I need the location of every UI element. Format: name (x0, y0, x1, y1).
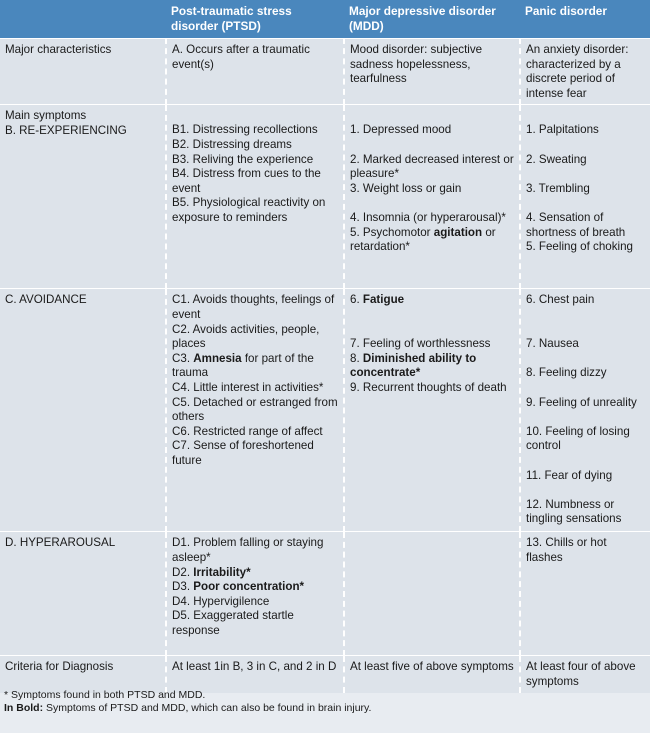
list-item: 2. Sweating (526, 152, 587, 166)
list-item: 6. Fatigue (350, 293, 405, 307)
list-item: C6. Restricted range of affect (172, 424, 323, 438)
cell-ptsd-reexperiencing (166, 105, 344, 289)
list-item: 3. Weight loss or gain (350, 181, 462, 195)
list-item: 5. Psychomotor agitation or retardation* (350, 225, 496, 254)
list-item: C7. Sense of foreshortened future (172, 439, 314, 467)
table-row (0, 39, 650, 105)
list-item: D3. Poor concentration* (172, 580, 305, 594)
list-item: D1. Problem falling or staying asleep* (172, 536, 324, 564)
section-label-avoidance: C. AVOIDANCE (0, 289, 166, 532)
list-item: 8. Diminished ability to concentrate* (350, 351, 477, 380)
cell-mdd-characteristics: Mood disorder: subjective sadness hopelessness, tearfulness (344, 39, 520, 105)
main-symptoms-label: Main symptoms (5, 109, 87, 123)
list-item: 5. Feeling of choking (526, 240, 633, 254)
header-panic: Panic disorder (520, 0, 650, 39)
list-item: 4. Sensation of shortness of breath (526, 210, 626, 239)
row-label-reexperiencing (0, 105, 166, 289)
cell-ptsd-criteria: At least 1in B, 3 in C, and 2 in D (166, 656, 344, 693)
row-label-criteria: Criteria for Diagnosis (0, 656, 166, 693)
list-item: 11. Fear of dying (526, 468, 613, 482)
list-item: B5. Physiological reactivity on exposure to reminders (172, 196, 326, 224)
footnote-bold: In Bold: Symptoms of PTSD and MDD, which can also be found in brain injury. (4, 702, 372, 714)
table-row (0, 289, 650, 532)
table-row (0, 532, 650, 656)
list-item: B4. Distress from cues to the event (172, 167, 321, 195)
cell-ptsd-characteristics: A. Occurs after a traumatic event(s) (166, 39, 344, 105)
list-item: C3. Amnesia for part of the trauma (172, 351, 314, 380)
list-item: 8. Feeling dizzy (526, 366, 607, 380)
cell-panic-criteria: At least four of above symptoms (520, 656, 650, 693)
list-item: 2. Marked decreased interest or pleasure* (350, 152, 514, 181)
list-item: D5. Exaggerated startle response (172, 609, 294, 637)
header-mdd: Major depressive disorder (MDD) (344, 0, 520, 39)
list-item: 3. Trembling (526, 181, 590, 195)
cell-mdd-hyperarousal (344, 532, 520, 656)
list-item: D2. Irritability* (172, 565, 251, 579)
list-item: C5. Detached or estranged from others (172, 395, 338, 424)
section-label-reexperiencing: B. RE-EXPERIENCING (5, 123, 127, 137)
table-row (0, 105, 650, 289)
footnote-asterisk: * Symptoms found in both PTSD and MDD. (4, 689, 206, 701)
list-item: B1. Distressing recollections (172, 123, 318, 137)
header-row (0, 0, 650, 39)
list-item: 6. Chest pain (526, 293, 595, 307)
row-label-characteristics: Major characteristics (0, 39, 166, 105)
list-item: B3. Reliving the experience (172, 152, 314, 166)
list-item: 9. Feeling of unreality (526, 395, 637, 409)
list-item: 4. Insomnia (or hyperarousal)* (350, 210, 506, 224)
list-item: D4. Hypervigilence (172, 594, 270, 608)
header-ptsd: Post-traumatic stress disorder (PTSD) (166, 0, 344, 39)
table-footnotes (4, 689, 371, 715)
header-empty-cell (0, 0, 166, 39)
list-item: C4. Little interest in activities* (172, 380, 324, 394)
cell-panic-hyperarousal: 13. Chills or hot flashes (520, 532, 650, 656)
list-item: 9. Recurrent thoughts of death (350, 380, 507, 394)
list-item: 7. Feeling of worthlessness (350, 337, 491, 351)
list-item: 12. Numbness or tingling sensations (526, 497, 622, 526)
list-item: 1. Depressed mood (350, 123, 452, 137)
list-item: B2. Distressing dreams (172, 137, 292, 151)
cell-mdd-avoidance (344, 289, 520, 532)
list-item: C2. Avoids activities, people, places (172, 322, 320, 351)
list-item: C1. Avoids thoughts, feelings of event (172, 293, 335, 321)
list-item: 1. Palpitations (526, 123, 599, 137)
cell-panic-characteristics: An anxiety disorder: characterized by a discrete period of intense fear (520, 39, 650, 105)
list-item: 10. Feeling of losing control (526, 424, 630, 453)
cell-panic-avoidance (520, 289, 650, 532)
section-label-hyperarousal: D. HYPERAROUSAL (0, 532, 166, 656)
cell-mdd-criteria: At least five of above symptoms (344, 656, 520, 693)
cell-mdd-reexperiencing (344, 105, 520, 289)
cell-ptsd-avoidance (166, 289, 344, 532)
list-item: 7. Nausea (526, 337, 579, 351)
table-row (0, 656, 650, 693)
cell-panic-reexperiencing (520, 105, 650, 289)
cell-ptsd-hyperarousal (166, 532, 344, 656)
